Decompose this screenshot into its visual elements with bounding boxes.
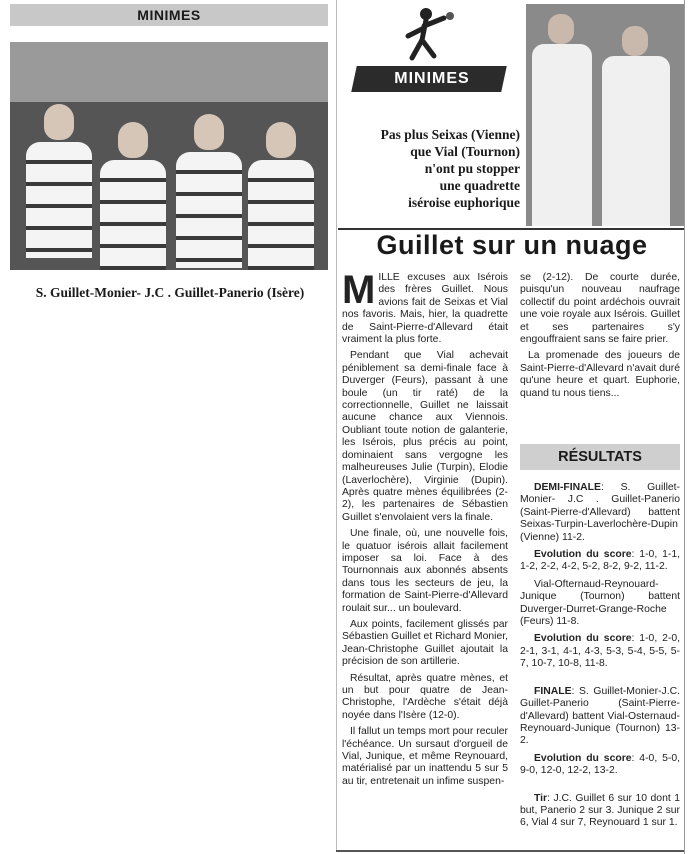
article-paragraph: Résultat, après quatre mènes, et un but pour quatre de Jean-Christophe, l'Ardèche s'était déjà noyée dans l'Isère (12-0).	[342, 672, 508, 721]
result-paragraph: DEMI-FINALE: S. Guillet-Monier- J.C . Guillet-Panerio (Saint-Pierre-d'Allevard) battent Seixas-Turpin-Laverlochère-Dupin (Vienne) 11-2.	[520, 482, 680, 543]
result-paragraph: Evolution du score: 1-0, 1-1, 1-2, 2-2, 4-2, 5-2, 8-2, 9-2, 11-2.	[520, 549, 680, 573]
logo-label: MINIMES	[394, 70, 470, 87]
results-header: RÉSULTATS	[520, 444, 680, 470]
subtitle-line: que Vial (Tournon)	[410, 144, 520, 159]
article-paragraph: se (2-12). De courte durée, puisqu'un nouveau naufrage collectif du point ardéchois ouvrait une voie royale aux Isérois. Guillet et ses partenaires s'y engouffraient sans se faire prier.	[520, 272, 680, 346]
section-header-minimes: MINIMES	[10, 4, 328, 26]
page-frame-left	[336, 0, 337, 852]
result-paragraph: Tir: J.C. Guillet 6 sur 10 dont 1 but, Panerio 2 sur 3. Junique 2 sur 6, Vial 4 sur 7, Reynouard 1 sur 1.	[520, 792, 680, 829]
result-paragraph: Evolution du score: 1-0, 2-0, 2-1, 3-1, 4-1, 4-3, 5-3, 5-4, 5-5, 5-7, 10-7, 10-8, 11-8.	[520, 633, 680, 670]
photo-background-wall	[10, 42, 328, 102]
article-paragraph: Une finale, où, une nouvelle fois, le quatuor isérois allait facilement imposer sa loi. Face à des Tournonnais aux abonnés absents dans tous les secteurs de jeu, la formation de Saint-Pierre-d'Allevard roulait sur... un boulevard.	[342, 528, 508, 614]
page-frame-right	[684, 0, 685, 854]
results-text	[520, 482, 680, 835]
subtitle-line: Pas plus Seixas (Vienne)	[380, 127, 520, 142]
action-photo	[526, 4, 684, 226]
petanque-player-icon	[398, 6, 454, 64]
article-column-2	[520, 272, 680, 404]
photo-player-2	[98, 122, 168, 270]
article-paragraph: Aux points, facilement glissés par Sébastien Guillet et Richard Monier, Jean-Christophe Guillet ajoutait la précision de son artillerie.	[342, 618, 508, 668]
drop-cap: M	[342, 268, 376, 312]
subtitle-line: iséroise euphorique	[408, 195, 520, 210]
article-subtitle	[340, 126, 520, 211]
subtitle-line: n'ont pu stopper	[424, 161, 520, 176]
photo-player-1	[24, 104, 94, 258]
article-paragraph: Pendant que Vial achevait péniblement sa demi-finale face à Duverger (Feurs), passant à une boule (un tir raté) de la correctionnelle, Guillet ne laissait aucune chance aux Viennois. Oubliant toute notion de galanterie, les Isérois, plus précis au point, dominaient sans vergogne les malheureuses Julie (Turpin), Elodie (Laverlochère), Virginie (Dupin). Après quatre mènes équilibrées (2-2), les partenaires de Sébastien Guillet s'envolaient vers la finale.	[342, 350, 508, 523]
result-paragraph: Evolution du score: 4-0, 5-0, 9-0, 12-0, 12-2, 13-2.	[520, 752, 680, 777]
result-paragraph: FINALE: S. Guillet-Monier-J.C. Guillet-Panerio (Saint-Pierre-d'Allevard) battent Vial-Osternaud-Reynouard-Junique (Tournon) 13-2.	[520, 685, 680, 747]
photo-player-3	[174, 114, 244, 268]
article-paragraph: Il fallut un temps mort pour reculer l'échéance. Un sursaut d'orgueil de Vial, Junique, et même Reynouard, matérialisé par un inattendu 5 sur 5 au tir, entretenait un infime suspen-	[342, 726, 508, 787]
photo-player-4	[246, 122, 316, 270]
page-frame-bottom	[336, 850, 684, 852]
article-paragraph: La promenade des joueurs de Saint-Pierre-d'Allevard n'avait duré qu'une heure et quart. Euphorie, quand tu nous tiens...	[520, 350, 680, 399]
result-paragraph: Vial-Ofternaud-Reynouard-Junique (Tournon) battent Duverger-Durret-Grange-Roche (Feurs) 11-8.	[520, 578, 680, 628]
article-paragraph: MILLE excuses aux Isérois des frères Guillet. Nous avions fait de Seixas et Vial nos favoris. Mais, hier, la quadrette de Saint-Pierre-d'Allevard était vraiment la plus forte.	[342, 268, 508, 346]
photo-caption: S. Guillet-Monier- J.C . Guillet-Panerio (Isère)	[35, 285, 305, 300]
minimes-logo	[340, 4, 520, 100]
article-column-1	[342, 268, 508, 792]
team-photo	[10, 42, 328, 270]
article-headline: Guillet sur un nuage	[376, 230, 648, 260]
subtitle-line: une quadrette	[439, 178, 520, 193]
